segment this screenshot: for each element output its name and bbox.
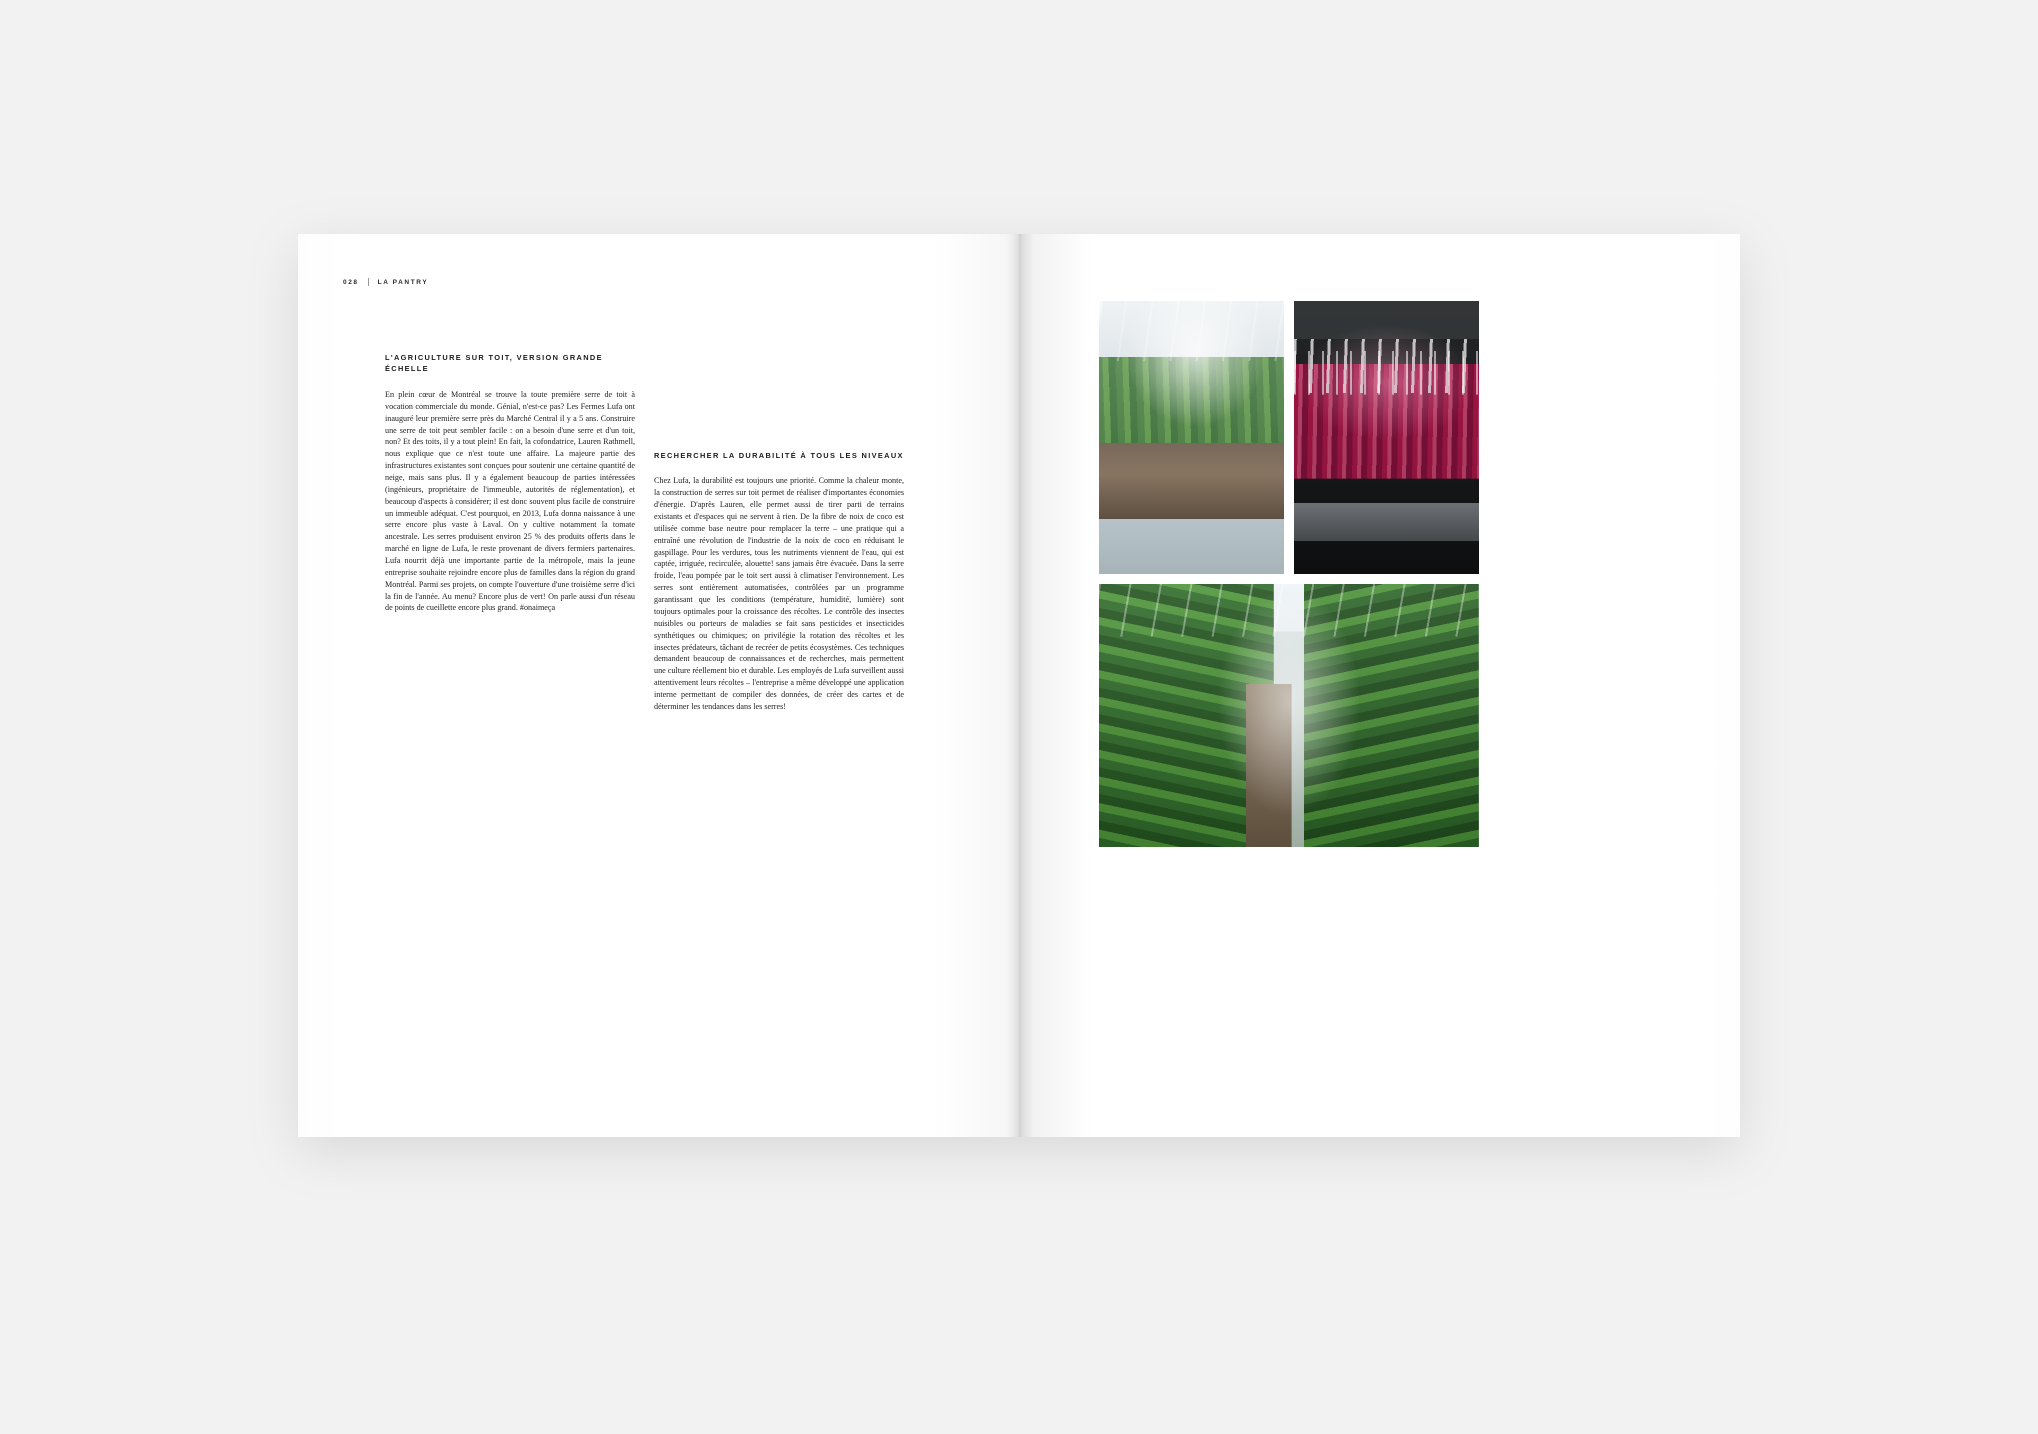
magazine-spread [298,234,1740,1137]
right-page [1019,234,1740,1137]
tomato-aisle-image [1099,584,1479,847]
running-head-divider [368,278,369,286]
left-page [298,234,1019,1137]
text-column-two [654,352,904,713]
body-paragraph-one: En plein cœur de Montréal se trouve la toute première serre de toit à vocation commerciale du monde. Génial, n'est-ce pas? Les Fermes Lufa ont inauguré leur première serre près du Marché Central il y a 5 ans. Construire une serre de toit peut sembler facile : on a besoin d'une serre et d'un toit, non? Et des toits, il y a tout plein! En fait, la cofondatrice, Lauren Rathmell, nous explique que ce n'est toute une affaire. La majeure partie des infrastructures existantes sont conçues pour soutenir une certaine quantité de neige, mais sans plus. Il y a également beaucoup de parties intéressées (ingénieurs, propriétaire de l'immeuble, autorités de réglementation), et beaucoup d'aspects à considérer; il est donc souvent plus facile de construire un immeuble adéquat. C'est pourquoi, en 2013, Lufa donna naissance à une serre encore plus vaste à Laval. On y cultive notamment la tomate ancestrale. Les serres produisent environ 25 % des produits offerts dans le marché en ligne de Lufa, le reste provenant de divers fermiers partenaires. Lufa nourrit déjà une importante partie de la métropole, mais la jeune entreprise souhaite rejoindre encore plus de familles dans la région du grand Montréal. Parmi ses projets, on compte l'ouverture d'une troisième serre d'ici la fin de l'année. Au menu? Encore plus de vert! On parle aussi d'un réseau de points de cueillette encore plus grand. #onaimeça [385,389,635,613]
photo-led-microgreens [1294,301,1479,574]
photo-greenhouse-rows [1099,301,1284,574]
greenhouse-rows-image [1099,301,1284,574]
section-heading-one: L'AGRICULTURE SUR TOIT, VERSION GRANDE ÉCHELLE [385,353,603,374]
running-head [343,278,428,286]
led-microgreens-image [1294,301,1479,574]
publication-name: LA PANTRY [377,278,429,286]
article-text-block [385,352,905,713]
page-folio: 028 [343,278,359,286]
body-paragraph-two: Chez Lufa, la durabilité est toujours une priorité. Comme la chaleur monte, la construction de serres sur toit permet de réaliser d'importantes économies d'énergie. D'après Lauren, elle permet aussi de tirer parti de terrains existants et d'espaces qui ne servent à rien. De la fibre de noix de coco est utilisée comme base neutre pour remplacer la terre – une pratique qui a entraîné une révolution de l'industrie de la noix de coco en réduisant le gaspillage. Pour les verdures, tous les nutriments viennent de l'eau, qui est captée, irriguée, recirculée, alouette! sans jamais être évacuée. Dans la serre froide, l'eau pompée par le toit sert aussi à climatiser l'environnement. Les serres sont entièrement automatisées, contrôlées par un programme garantissant que les conditions (température, humidité, lumière) sont toujours optimales pour la croissance des récoltes. Le contrôle des insectes nuisibles ou porteurs de maladies se fait sans pesticides et insecticides synthétiques ou chimiques; on privilégie la rotation des récoltes et les insectes prédateurs, tâchant de recréer de petits écosystèmes. Ces techniques demandent beaucoup de connaissances et de recherches, mais permettent une culture réellement bio et durable. Les employés de Lufa surveillent aussi attentivement leurs récoltes – l'entreprise a même développé une application interne permettant de compiler des données, de créer des cartes et de déterminer les tendances dans les serres! [654,476,904,711]
section-heading-two: RECHERCHER LA DURABILITÉ À TOUS LES NIVEAUX [654,451,904,460]
photo-tomato-aisle [1099,584,1479,847]
text-column-one [385,352,635,713]
